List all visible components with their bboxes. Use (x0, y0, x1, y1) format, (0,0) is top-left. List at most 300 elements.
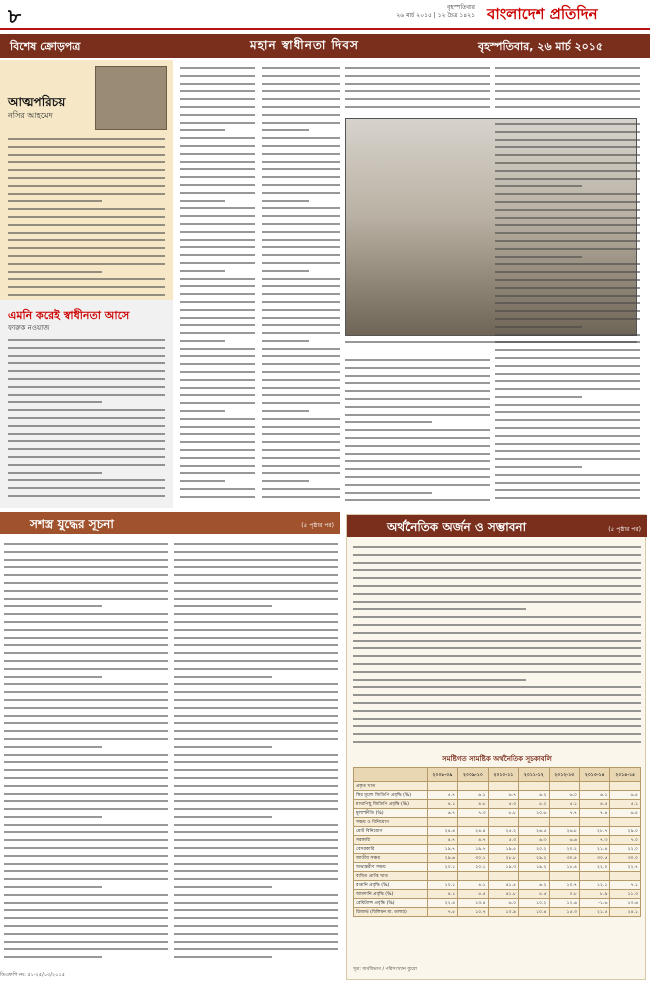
text-line (345, 473, 490, 481)
text-line (495, 120, 640, 128)
text-line (174, 641, 338, 649)
brand-name: বাংলাদেশ প্রতিদিন (487, 5, 598, 23)
text-line (262, 197, 309, 205)
table-row (354, 890, 641, 899)
text-line (8, 174, 165, 182)
text-line (4, 735, 168, 743)
text-line (8, 213, 165, 221)
text-line (174, 657, 338, 665)
table-header-cell: ২০১০-১১ (488, 768, 518, 782)
macro-indicators-table (353, 767, 641, 917)
table-cell: ২২.৭ (610, 863, 641, 872)
text-line (174, 860, 338, 868)
table-cell: ১০.১ (427, 881, 457, 890)
text-line (174, 610, 338, 618)
table-header-cell: ২০১৪-১৫ (610, 768, 641, 782)
table-cell: মোট বিনিয়োগ (354, 827, 428, 836)
text-line (174, 828, 338, 836)
text-line (180, 493, 255, 501)
table-cell: ১০.৭ (458, 908, 488, 917)
text-line (495, 307, 640, 315)
text-line (180, 111, 255, 119)
text-line (353, 722, 641, 730)
text-line (495, 87, 640, 95)
text-line (4, 758, 168, 766)
text-line (180, 290, 255, 298)
table-cell: ১৯.৭ (427, 845, 457, 854)
text-line (262, 314, 340, 322)
text-line (174, 735, 338, 743)
table-source: সূত্র: অর্থবিভাগ / পরিসংখ্যান ব্যুরো (353, 967, 417, 972)
text-line (174, 930, 338, 938)
table-header-cell: ২০০৯-১০ (458, 768, 488, 782)
text-line (174, 680, 338, 688)
table-cell: রিজার্ভ (বিলিয়ন মা. ডলার) (354, 908, 428, 917)
text-line (495, 64, 640, 72)
text-line (262, 72, 340, 80)
text-line (174, 743, 272, 751)
section2-banner (0, 512, 340, 534)
text-line (4, 610, 168, 618)
table-cell: ৭.৩ (580, 836, 610, 845)
table-cell: ২৫.২ (488, 827, 518, 836)
table-cell: ৬.০ (549, 791, 579, 800)
text-line (262, 267, 309, 275)
text-line (174, 579, 338, 587)
text-line (345, 489, 432, 497)
text-line (262, 220, 340, 228)
economy-box (346, 514, 646, 980)
text-line (180, 477, 225, 485)
text-line (180, 64, 255, 72)
text-line (180, 407, 225, 415)
table-cell: ২৮.৭ (580, 827, 610, 836)
text-line (262, 345, 340, 353)
table-cell: ২৯.২ (519, 854, 549, 863)
text-line (495, 354, 640, 362)
text-line (180, 103, 255, 111)
table-cell: ১০.৭ (549, 881, 579, 890)
text-line (262, 236, 340, 244)
text-line (4, 852, 168, 860)
text-line (174, 953, 272, 961)
table-cell: রপ্তানি প্রবৃদ্ধি (%) (354, 881, 428, 890)
text-line (180, 469, 255, 477)
text-line (353, 574, 641, 582)
text-line (353, 566, 641, 574)
text-line (262, 126, 309, 134)
text-line (495, 151, 640, 159)
text-line (8, 336, 165, 344)
table-row (354, 827, 641, 836)
text-line (180, 228, 255, 236)
table-cell: ১৫.৩ (549, 908, 579, 917)
section2-column-2 (174, 540, 338, 968)
text-line (174, 758, 338, 766)
table-cell (519, 818, 549, 827)
table-cell (610, 782, 641, 791)
poet-photo (95, 66, 167, 130)
text-line (8, 260, 165, 268)
text-line (174, 938, 338, 946)
text-line (353, 637, 641, 645)
text-line (345, 372, 490, 380)
table-cell: আমদানি প্রবৃদ্ধি (%) (354, 890, 428, 899)
article-column-3 (345, 64, 490, 114)
table-cell: ৭.৩ (458, 809, 488, 818)
table-cell: ৫.৩ (488, 800, 518, 809)
table-row (354, 872, 641, 881)
text-line (8, 391, 165, 399)
text-line (4, 844, 168, 852)
table-row (354, 818, 641, 827)
text-line (495, 276, 640, 284)
text-line (345, 403, 490, 411)
text-line (174, 665, 338, 673)
poem2-title: এমনি করেই স্বাধীনতা আসে (8, 309, 130, 322)
masthead-logo (487, 3, 647, 27)
text-line (495, 479, 640, 487)
article-column-1 (180, 64, 255, 504)
table-cell: ১২.১ (580, 881, 610, 890)
text-line (180, 165, 255, 173)
table-cell: ১৯.৫ (488, 845, 518, 854)
table-cell: ২৮.৮ (488, 854, 518, 863)
text-line (180, 485, 255, 493)
text-line (262, 243, 340, 251)
footer-note: ডিএফপি নং: ৫১-২৫/০৩/২০১৫ (0, 972, 66, 978)
text-line (174, 891, 338, 899)
table-cell: ৪.১ (427, 800, 457, 809)
text-line (262, 306, 340, 314)
text-line (180, 384, 255, 392)
text-line (180, 243, 255, 251)
text-line (495, 471, 640, 479)
text-line (495, 432, 640, 440)
text-line (262, 165, 340, 173)
text-line (4, 953, 102, 961)
table-cell: ২০.১ (458, 863, 488, 872)
text-line (4, 805, 168, 813)
text-line (4, 922, 168, 930)
text-line (180, 72, 255, 80)
table-cell (488, 872, 518, 881)
text-line (174, 563, 338, 571)
text-line (495, 416, 640, 424)
text-line (180, 181, 255, 189)
text-line (495, 393, 582, 401)
text-line (495, 377, 640, 385)
text-line (4, 602, 102, 610)
text-line (4, 860, 168, 868)
text-line (495, 486, 640, 494)
table-cell: প্রকৃত খাত (354, 782, 428, 791)
text-line (495, 229, 640, 237)
text-line (353, 691, 641, 699)
text-line (495, 401, 640, 409)
text-line (4, 548, 168, 556)
text-line (174, 548, 338, 556)
text-line (262, 111, 340, 119)
text-line (495, 159, 640, 167)
text-line (495, 284, 640, 292)
header-weekday: বৃহস্পতিবার (447, 4, 475, 11)
banner-date: বৃহস্পতিবার, ২৬ মার্চ ২০১৫ (478, 40, 604, 53)
text-line (495, 455, 640, 463)
text-line (353, 699, 641, 707)
text-line (262, 119, 340, 127)
text-line (4, 774, 168, 782)
table-cell: ৫.৫ (458, 890, 488, 899)
text-line (174, 618, 338, 626)
text-line (8, 151, 165, 159)
text-line (4, 587, 168, 595)
table-cell: ৬.১ (458, 791, 488, 800)
text-line (8, 244, 165, 252)
table-cell: ৫.৩ (488, 836, 518, 845)
text-line (174, 727, 338, 735)
text-line (495, 214, 640, 222)
text-line (180, 352, 255, 360)
banner-title: মহান স্বাধীনতা দিবস (250, 38, 359, 52)
text-line (345, 64, 490, 72)
text-line (353, 660, 641, 668)
text-line (8, 158, 165, 166)
text-line (8, 236, 165, 244)
text-line (180, 173, 255, 181)
table-cell: ব্যয়িত প্রাপ্তি খাত (354, 872, 428, 881)
table-cell: ২২.০ (610, 845, 641, 854)
table-cell: ২৬.৮ (549, 827, 579, 836)
table-cell: ২৪.১ (610, 908, 641, 917)
table-cell: ৬.৭ (488, 791, 518, 800)
text-line (4, 556, 168, 564)
text-line (174, 790, 338, 798)
text-line (353, 598, 641, 606)
table-cell: ১১.৩ (610, 890, 641, 899)
text-line (262, 360, 340, 368)
table-cell: ২১.৫ (580, 908, 610, 917)
text-line (262, 173, 340, 181)
section-banner (0, 34, 650, 58)
text-line (495, 315, 640, 323)
text-line (262, 259, 340, 267)
text-line (174, 751, 338, 759)
table-cell (610, 818, 641, 827)
text-line (262, 446, 340, 454)
text-line (4, 914, 168, 922)
article-column-6 (495, 120, 640, 506)
table-header-cell (354, 768, 428, 782)
table-cell: ৭.৫ (427, 908, 457, 917)
table-cell: -১.৬ (580, 899, 610, 908)
table-cell: ২৬.৫ (519, 827, 549, 836)
text-line (4, 704, 168, 712)
table-cell (580, 872, 610, 881)
page-header (0, 0, 650, 30)
table-cell (549, 872, 579, 881)
table-cell: ১৩.৬ (610, 899, 641, 908)
text-line (180, 87, 255, 95)
text-line (8, 383, 165, 391)
text-line (345, 395, 490, 403)
table-row (354, 809, 641, 818)
text-line (174, 587, 338, 595)
article-column-4 (495, 64, 640, 114)
text-line (180, 391, 255, 399)
economy-continued: (৫ পৃষ্ঠার পর) (608, 526, 641, 533)
table-cell: ৪.৮ (458, 800, 488, 809)
text-line (495, 362, 640, 370)
text-line (4, 719, 168, 727)
text-line (4, 821, 168, 829)
text-line (180, 126, 225, 134)
text-line (262, 477, 309, 485)
text-line (262, 228, 340, 236)
text-line (180, 251, 255, 259)
text-line (4, 657, 168, 665)
text-line (262, 282, 340, 290)
table-cell: ৫.৫ (519, 890, 549, 899)
table-cell: ৪.৭ (458, 836, 488, 845)
table-cell: ১৩.৪ (458, 899, 488, 908)
text-line (353, 683, 641, 691)
text-line (495, 408, 640, 416)
text-line (495, 299, 640, 307)
text-line (174, 595, 338, 603)
text-line (180, 337, 225, 345)
poem2-panel (0, 300, 173, 508)
text-line (180, 197, 225, 205)
text-line (262, 189, 340, 197)
text-line (8, 275, 165, 283)
table-cell: ৭.৪ (580, 809, 610, 818)
text-line (262, 415, 340, 423)
text-line (262, 352, 340, 360)
table-cell: ৪.৭ (427, 836, 457, 845)
table-cell: ১০.৯ (488, 908, 518, 917)
economy-title: অর্থনৈতিক অর্জন ও সম্ভাবনা (387, 520, 527, 534)
table-cell: ৫.২ (519, 800, 549, 809)
table-cell (580, 818, 610, 827)
text-line (4, 649, 168, 657)
text-line (8, 283, 165, 291)
text-line (8, 221, 165, 229)
table-cell: ১৮.৪ (549, 863, 579, 872)
text-line (353, 605, 526, 613)
text-line (4, 883, 102, 891)
text-line (495, 463, 582, 471)
text-line (4, 673, 102, 681)
section2-title: সশস্ত্র যুদ্ধের সূচনা (30, 517, 114, 531)
text-line (495, 167, 640, 175)
text-line (180, 275, 255, 283)
text-line (8, 461, 165, 469)
text-line (345, 481, 490, 489)
text-line (353, 590, 641, 598)
text-line (262, 298, 340, 306)
table-row (354, 908, 641, 917)
table-cell: ৭.০ (610, 836, 641, 845)
table-cell: ৬.০ (488, 899, 518, 908)
table-cell: ৮.৯ (580, 890, 610, 899)
text-line (345, 434, 490, 442)
text-line (174, 821, 338, 829)
table-cell: ১০.২ (519, 899, 549, 908)
text-line (180, 399, 255, 407)
text-line (353, 668, 641, 676)
table-cell: স্থির মূল্যে জিডিপি প্রবৃদ্ধি (%) (354, 791, 428, 800)
text-line (495, 253, 582, 261)
text-line (180, 423, 255, 431)
text-line (8, 367, 165, 375)
table-row (354, 782, 641, 791)
text-line (174, 883, 272, 891)
header-date (355, 4, 475, 20)
text-line (180, 267, 225, 275)
text-line (4, 790, 168, 798)
text-line (8, 166, 165, 174)
text-line (180, 259, 255, 267)
table-cell: ২২.৪ (427, 899, 457, 908)
text-line (345, 442, 490, 450)
table-cell: সরকারি (354, 836, 428, 845)
text-line (180, 204, 255, 212)
table-cell: ৮.৮ (488, 809, 518, 818)
text-line (262, 438, 340, 446)
text-line (345, 356, 490, 364)
text-line (495, 440, 640, 448)
table-cell: ১৯.৩ (488, 863, 518, 872)
table-body (354, 782, 641, 917)
text-line (4, 727, 168, 735)
table-row (354, 899, 641, 908)
table-cell: ২৯.০ (610, 827, 641, 836)
text-line (353, 582, 641, 590)
text-line (345, 103, 490, 111)
text-line (174, 774, 338, 782)
text-line (180, 321, 255, 329)
text-line (345, 387, 490, 395)
text-line (495, 385, 640, 393)
text-line (353, 738, 641, 746)
text-line (353, 613, 641, 621)
text-line (174, 571, 338, 579)
text-line (8, 359, 165, 367)
text-line (4, 813, 102, 821)
text-line (180, 212, 255, 220)
text-line (353, 652, 641, 660)
text-line (353, 676, 526, 684)
text-line (4, 797, 168, 805)
banner-section-label: বিশেষ ক্রোড়পত্র (10, 40, 81, 53)
text-line (4, 688, 168, 696)
text-line (8, 143, 165, 151)
text-line (345, 465, 490, 473)
table-cell: মূল্যস্ফীতি (%) (354, 809, 428, 818)
text-line (262, 469, 340, 477)
header-full-date: ২৬ মার্চ ২০১৫ | ১২ চৈত্র ১৪২১ (396, 12, 475, 19)
table-cell: ৫.৭ (427, 791, 457, 800)
text-line (4, 571, 168, 579)
section2-continued: (৫ পৃষ্ঠার পর) (301, 522, 334, 529)
table-row (354, 836, 641, 845)
table-header-cell: ২০১৩-১৪ (580, 768, 610, 782)
text-line (4, 634, 168, 642)
text-line (8, 406, 165, 414)
text-line (180, 368, 255, 376)
table-cell (549, 782, 579, 791)
